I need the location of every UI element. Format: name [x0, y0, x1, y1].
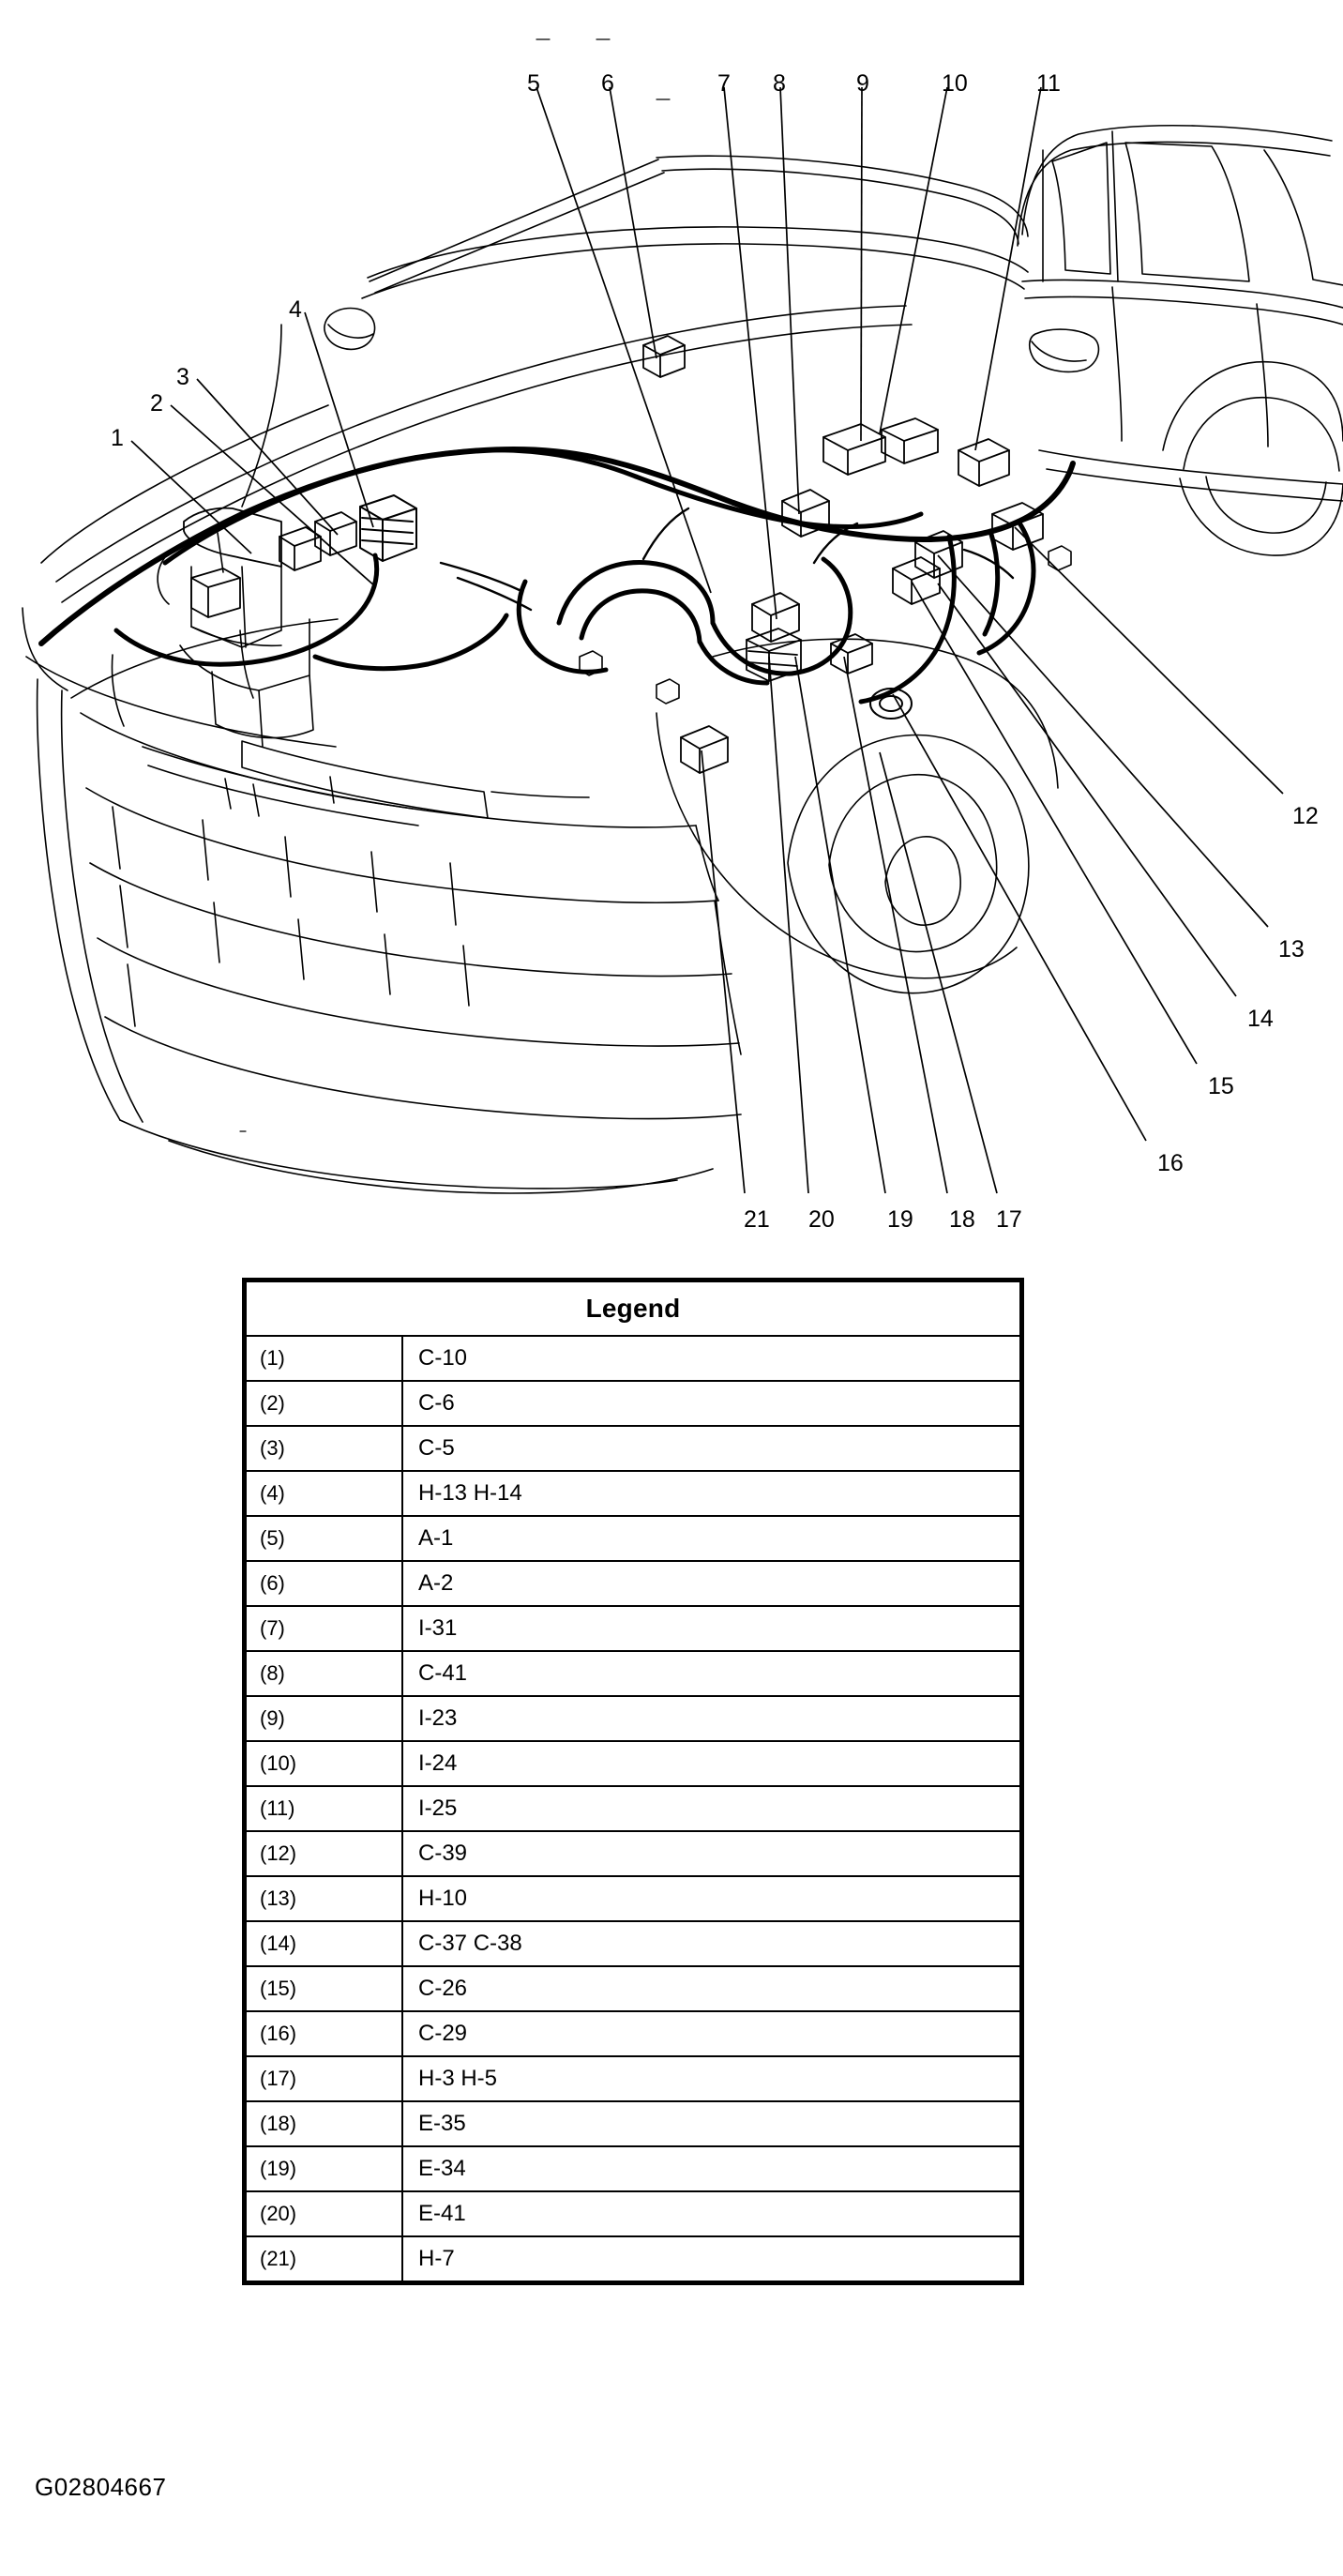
legend-row: [245, 1516, 1022, 1561]
legend-row-number: (16): [245, 2011, 403, 2056]
legend-row-code: C-26: [402, 1966, 1022, 2011]
leader-line-16: [893, 694, 1146, 1141]
legend-row-number: (10): [245, 1741, 403, 1786]
legend-row-number: (9): [245, 1696, 403, 1741]
legend-row: [245, 1831, 1022, 1876]
legend-row: [245, 2101, 1022, 2146]
legend-row-code: H-3 H-5: [402, 2056, 1022, 2101]
legend-row-number: (5): [245, 1516, 403, 1561]
legend-row-code: H-10: [402, 1876, 1022, 1921]
legend-row-number: (21): [245, 2236, 403, 2283]
callout-number-2: 2: [150, 390, 163, 417]
legend-row-number: (8): [245, 1651, 403, 1696]
legend-row-number: (3): [245, 1426, 403, 1471]
legend-row: [245, 1966, 1022, 2011]
legend-row-code: C-39: [402, 1831, 1022, 1876]
leader-line-12: [1015, 527, 1283, 794]
vehicle-wiring-diagram: [0, 0, 1343, 1248]
legend-row-number: (2): [245, 1381, 403, 1426]
legend-row: [245, 1606, 1022, 1651]
legend-row: [245, 1696, 1022, 1741]
legend-row-number: (19): [245, 2146, 403, 2191]
leader-line-10: [880, 87, 947, 433]
legend-row: [245, 1471, 1022, 1516]
leader-line-19: [795, 657, 885, 1193]
leader-line-4: [305, 312, 373, 527]
callout-number-14: 14: [1247, 1006, 1274, 1032]
legend-row-number: (14): [245, 1921, 403, 1966]
leader-line-21: [702, 750, 745, 1193]
leader-line-7: [724, 87, 777, 619]
legend-row-number: (15): [245, 1966, 403, 2011]
callout-number-20: 20: [808, 1206, 835, 1233]
leader-line-5: [536, 87, 711, 593]
callout-number-18: 18: [949, 1206, 975, 1233]
leader-line-15: [912, 582, 1197, 1064]
legend-row-number: (4): [245, 1471, 403, 1516]
legend-row-code: I-23: [402, 1696, 1022, 1741]
legend-row-code: E-35: [402, 2101, 1022, 2146]
legend-row-code: A-1: [402, 1516, 1022, 1561]
legend-title: Legend: [245, 1280, 1022, 1337]
legend-header-row: [245, 1280, 1022, 1337]
legend-row-number: (18): [245, 2101, 403, 2146]
callout-number-19: 19: [887, 1206, 913, 1233]
legend-row-number: (13): [245, 1876, 403, 1921]
callout-number-7: 7: [717, 70, 731, 97]
legend-row-number: (12): [245, 1831, 403, 1876]
legend-table-container: [242, 1278, 1024, 2285]
legend-row: [245, 1786, 1022, 1831]
figure-code: G02804667: [35, 2473, 167, 2501]
legend-row-code: C-6: [402, 1381, 1022, 1426]
leader-line-17: [880, 752, 997, 1193]
legend-row-number: (20): [245, 2191, 403, 2236]
callout-number-13: 13: [1278, 936, 1305, 962]
callout-number-16: 16: [1157, 1150, 1184, 1176]
legend-row-number: (1): [245, 1336, 403, 1381]
legend-row-code: I-31: [402, 1606, 1022, 1651]
leader-line-14: [938, 583, 1236, 996]
legend-row: [245, 2056, 1022, 2101]
leader-line-3: [197, 379, 338, 535]
callout-number-1: 1: [111, 425, 124, 451]
legend-row: [245, 1741, 1022, 1786]
callout-number-3: 3: [176, 364, 189, 390]
legend-row: [245, 2191, 1022, 2236]
legend-row-code: E-41: [402, 2191, 1022, 2236]
callout-number-4: 4: [289, 296, 302, 323]
callout-number-21: 21: [744, 1206, 770, 1233]
legend-row-code: H-7: [402, 2236, 1022, 2283]
legend-row-code: I-25: [402, 1786, 1022, 1831]
legend-row-code: C-37 C-38: [402, 1921, 1022, 1966]
legend-row: [245, 1651, 1022, 1696]
leader-line-9: [861, 87, 862, 441]
legend-row-code: C-29: [402, 2011, 1022, 2056]
legend-row: [245, 2011, 1022, 2056]
callout-number-17: 17: [996, 1206, 1022, 1233]
legend-row: [245, 1561, 1022, 1606]
leader-line-1: [131, 441, 251, 553]
legend-row: [245, 2146, 1022, 2191]
legend-row: [245, 1336, 1022, 1381]
legend-row-code: C-10: [402, 1336, 1022, 1381]
legend-row: [245, 2236, 1022, 2283]
leader-line-8: [780, 87, 799, 514]
legend-row-number: (7): [245, 1606, 403, 1651]
callout-number-8: 8: [773, 70, 786, 97]
legend-row-code: C-41: [402, 1651, 1022, 1696]
callout-number-11: 11: [1036, 70, 1061, 97]
legend-row-code: I-24: [402, 1741, 1022, 1786]
legend-row-code: E-34: [402, 2146, 1022, 2191]
legend-row: [245, 1426, 1022, 1471]
callout-number-9: 9: [856, 70, 869, 97]
legend-row-number: (17): [245, 2056, 403, 2101]
vehicle-line-art: [0, 0, 1343, 1248]
legend-row-code: A-2: [402, 1561, 1022, 1606]
leader-line-11: [975, 87, 1041, 450]
callout-number-15: 15: [1208, 1073, 1234, 1099]
legend-table: [242, 1278, 1024, 2285]
legend-row: [245, 1876, 1022, 1921]
legend-row-code: C-5: [402, 1426, 1022, 1471]
callout-number-10: 10: [942, 70, 968, 97]
legend-row: [245, 1921, 1022, 1966]
callout-number-6: 6: [601, 70, 614, 97]
legend-row-code: H-13 H-14: [402, 1471, 1022, 1516]
leader-line-13: [938, 555, 1268, 927]
legend-row: [245, 1381, 1022, 1426]
callout-number-12: 12: [1292, 803, 1319, 829]
legend-row-number: (6): [245, 1561, 403, 1606]
callout-number-5: 5: [527, 70, 540, 97]
legend-row-number: (11): [245, 1786, 403, 1831]
